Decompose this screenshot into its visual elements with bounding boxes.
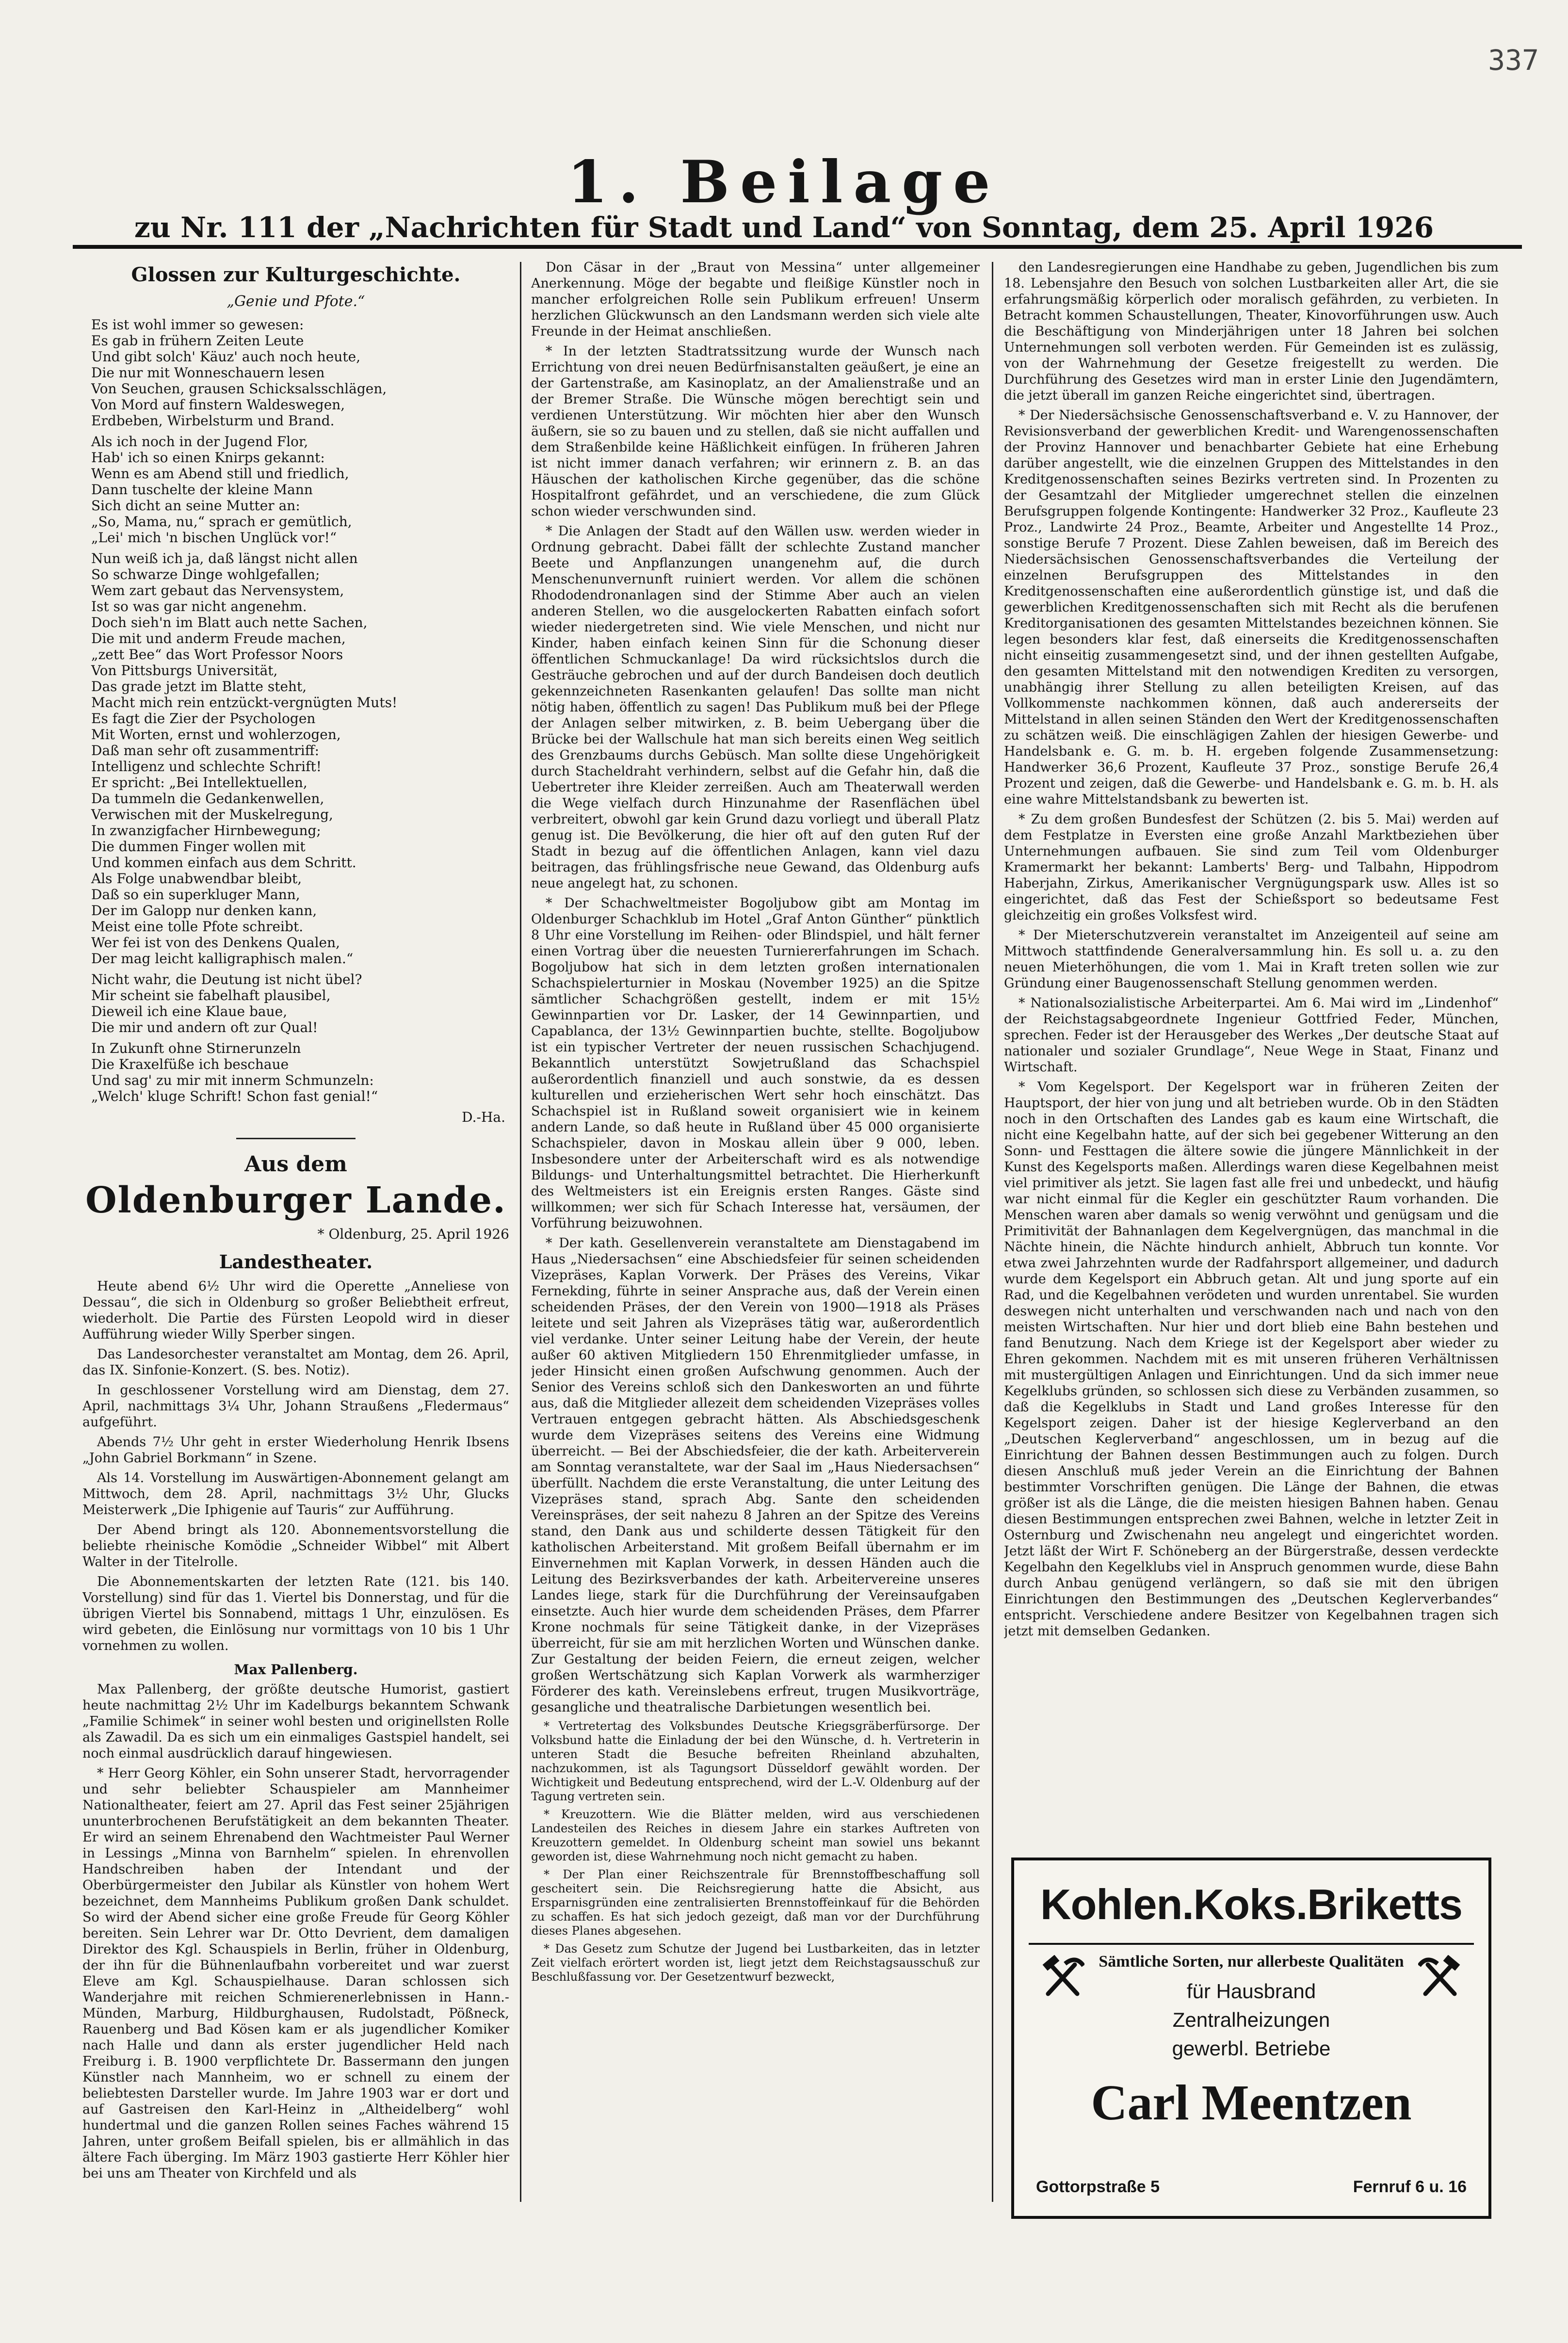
- glossen-heading: Glossen zur Kulturgeschichte.: [131, 263, 461, 286]
- article-paragraph: * Kreuzottern. Wie die Blätter melden, wird aus verschiedenen Landesteilen des Reiches in diesem Jahre ein starkes Auftreten von Kreuzottern gemeldet. In Oldenburg scheint man sowiel uns bekannt geworden ist, diese Wahrnehmung noch nicht gemacht zu haben.: [531, 1808, 980, 1863]
- article-paragraph: * Der Niedersächsische Genossenschaftsverband e. V. zu Hannover, der Revisionsverband der gewerblichen Kredit- und Warengenossenschaften der Provinz Hannover und benachbarter Gebiete hat eine Erhebung darüber angestellt, wie die einzelnen Gruppen des Mittelstandes in den Kreditgenossenschaften seines Bezirks vertreten sind. In Prozenten zu der Gesamtzahl der Mitglieder umgerechnet stellen die einzelnen Berufsgruppen folgende Kontingente: Handwerker 32 Proz., Kaufleute 23 Proz., Landwirte 24 Proz., Beamte, Arbeiter und Angestellte 14 Proz., sonstige Berufe 7 Prozent. Diese Zahlen beweisen, daß im Bereich des Niedersächsischen Genossenschaftsverbandes die Verteilung der einzelnen Berufsgruppen des Mittelstandes in den Kreditgenossenschaften eine außerordentlich günstige ist, und daß die gewerblichen Kreditgenossenschaften sich mit Recht als die berufenen Kreditorganisationen des gesamten Mittelstandes bezeichnen können. Sie legen besonders klar fest, daß einerseits die Kreditgenossenschaften nicht einseitig zusammengesetzt sind, und der ihnen gestellten Aufgabe, den gesamten Mittelstand mit den notwendigen Krediten zu versorgen, unabhängig ihrer Stellung zu allen beteiligten Kreisen, auf das Vollkommenste nachkommen können, daß auch andererseits der Mittelstand in allen seinen Ständen den Wert der Kreditgenossenschaften zu schätzen weiß. Die einschlägigen Zahlen der hiesigen Gewerbe- und Handelsbank e. G. m. b. H. ergeben folgende Zusammensetzung: Handwerker 36,6 Prozent, Kaufleute 37 Proz., sonstige Berufe 26,4 Prozent und zeigen, daß die Gewerbe- und Handelsbank e. G. m. b. H. als eine wahre Mittelstandsbank zu bewerten ist.: [1004, 408, 1499, 807]
- dateline: * Oldenburg, 25. April 1926: [317, 1226, 509, 1242]
- article-paragraph: * Vom Kegelsport. Der Kegelsport war in früheren Zeiten der Hauptsport, der hier von jung und alt betrieben wurde. Ob in den Städten noch in den Ortschaften des Landes gab es kaum eine Wirtschaft, die nicht eine Kegelbahn hatte, auf der sich bei gegebener Witterung an den Sonn- und Festtagen die ältere sowie die jüngere Männlichkeit in der Kunst des Kegelsports maßen. Allerdings waren diese Kegelbahnen meist viel primitiver als jetzt. Sie lagen fast alle frei und unbedeckt, und häufig war nicht einmal für die Kegler ein geschützter Raum vorhanden. Die Menschen waren aber damals so wenig verwöhnt und genügsam und die Primitivität der Bahnanlagen dem Kegelvergnügen, das manchmal in die Nächte hinein, die Nächte hindurch anhielt, Abbruch tun konnte. Vor etwa zwei Jahrzehnten wurde der Radfahrsport allgemeiner, und dadurch wurde dem Kegelsport ein Abbruch getan. Alt und jung sporte auf ein Rad, und die Kegelbahnen verödeten und wurden unrentabel. Sie wurden deswegen nicht unterhalten und verschwanden nach und nach von den meisten Wirtschaften. Nur hier und dort blieb eine Bahn bestehen und fand Benutzung. Nach dem Kriege ist der Kegelsport aber wieder zu Ehren gekommen. Nachdem mit es mit unseren früheren Verhältnissen mit mustergültigen Anlagen und Einrichtungen. Und da sich immer neue Kegelklubs gründen, so schlossen sich diese zu Verbänden zusammen, so daß die Kegelklubs in Stadt und Land großes Interesse für den Kegelsport zeigen. Daher ist der hiesige Keglerverband an den „Deutschen Keglerverband“ angeschlossen, um in bezug auf die Einrichtung der Bahnen dessen Bestimmungen auch zu folgen. Durch diesen Anschluß muß jeder Verein an die Einrichtung der Bahnen bestimmter Vorschriften genügen. Die Länge der Bahnen, die etwas größer ist als die Länge, die die meisten hiesigen Bahnen haben. Genau diesen Bestimmungen entsprechen zwei Bahnen, welche in letzter Zeit in Osternburg und Zwischenahn neu angelegt und eingerichtet worden. Jetzt läßt der Wirt F. Schöneberg an der Bürgerstraße, dessen verdeckte Kegelbahn den Kegelklubs viel in Anspruch genommen wurde, diese Bahn durch Anbau genügend verlängern, so daß sie mit den übrigen Einrichtungen den Bestimmungen des „Deutschen Keglerverbandes“ entspricht. Verschiedene andere Besitzer von Kegelbahnen tragen sich jetzt mit demselben Gedanken.: [1004, 1080, 1499, 1639]
- article-paragraph: Der Abend bringt als 120. Abonnementsvorstellung die beliebte rheinische Komödie „Schneider Wibbel“ mit Albert Walter in der Titelrolle.: [82, 1522, 509, 1569]
- article-paragraph: * Das Gesetz zum Schutze der Jugend bei Lustbarkeiten, das in letzter Zeit vielfach erörtert worden ist, liegt jetzt dem Reichstagsausschuß zur Beschlußfassung vor. Der Gesetzentwurf bezweckt,: [531, 1942, 980, 1984]
- supplement-subtitle: zu Nr. 111 der „Nachrichten für Stadt und Land“ von Sonntag, dem 25. April 1926: [134, 211, 1434, 244]
- ad-use-hausbrand: für Hausbrand: [1186, 1980, 1316, 2003]
- article-paragraph: Die Abonnementskarten der letzten Rate (121. bis 140. Vorstellung) sind für das 1. Viertel bis Donnerstag, und für die übrigen Viertel bis Sonnabend, mittags 1 Uhr, einzulösen. Es wird gebeten, die Einlösung nur vormittags von 10 bis 1 Uhr vornehmen zu wollen.: [82, 1574, 509, 1653]
- article-paragraph: Als 14. Vorstellung im Auswärtigen-Abonnement gelangt am Mittwoch, dem 28. April, nachmittags 3½ Uhr, Glucks Meisterwerk „Die Iphigenie auf Tauris“ zur Aufführung.: [82, 1470, 509, 1518]
- article-paragraph: Don Cäsar in der „Braut von Messina“ unter allgemeiner Anerkennung. Möge der begabte und fleißige Künstler noch in mancher erfolgreichen Rolle sein Publikum erfreuen! Unserm herzlichen Glückwunsch an den Landsmann werden sich viele alte Freunde in der Heimat anschließen.: [531, 260, 980, 339]
- glossen-subheading: „Genie und Pfote.“: [226, 293, 365, 310]
- article-paragraph: * In der letzten Stadtratssitzung wurde der Wunsch nach Errichtung von drei neuen Bedürfnisanstalten geäußert, je eine an der Gartenstraße, am Kasinoplatz, an der Amalienstraße und an der Bremer Straße. Die Wünsche mögen berechtigt sein und verdienen Unterstützung. Wir möchten hier aber den Wunsch äußern, sie so zu bauen und zu stellen, daß sie nicht auffallen und dem Straßenbilde keine Häßlichkeit einfügen. In früheren Jahren ist nicht immer danach verfahren; wir erinnern z. B. an das Häuschen der katholischen Kirche gegenüber, das die schöne Hospitalfront gefährdet, und an verschiedene, die zum Glück schon wieder verschwunden sind.: [531, 344, 980, 519]
- ad-phone: Fernruf 6 u. 16: [1353, 2178, 1467, 2196]
- poem-stanza: In Zukunft ohne Stirnerunzeln Die Kraxelfüße ich beschaue Und sag' zu mir mit innerm Schmunzeln: „Welch' kluge Schrift! Schon fast genial!“: [91, 1040, 378, 1104]
- column-1: [82, 259, 509, 2224]
- article-paragraph: den Landesregierungen eine Handhabe zu geben, Jugendlichen bis zum 18. Lebensjahre den Besuch von solchen Lustbarkeiten aller Art, die sie erfahrungsmäßig körperlich oder moralisch gefährden, zu verbieten. In Betracht kommen Schaustellungen, Theater, Kinovorführungen usw. Auch die Beschäftigung von Minderjährigen unter 18 Jahren bei solchen Unternehmungen soll verboten werden. Für Gemeinden ist es zulässig, von der Wahrnehmung der Gesetze freigestellt zu werden. Die Durchführung des Gesetzes wird man in erster Linie den Jugendämtern, die jetzt überall im ganzen Reiche eingerichtet sind, übertragen.: [1004, 260, 1499, 403]
- ad-merchant-name: Carl Meentzen: [1091, 2075, 1412, 2131]
- pallenberg-heading: Max Pallenberg.: [234, 1662, 358, 1678]
- region-heading-prefix: Aus dem: [244, 1152, 347, 1177]
- article-paragraph: Abends 7½ Uhr geht in erster Wiederholung Henrik Ibsens „John Gabriel Borkmann“ in Szene.: [82, 1435, 509, 1466]
- region-heading: Oldenburger Lande.: [85, 1180, 506, 1221]
- article-paragraph: * Vertretertag des Volksbundes Deutsche Kriegsgräberfürsorge. Der Volksbund hatte die Einladung der bei den Wünsche, d. h. Vertreterin in unteren Stadt die Besuche befreiten Rheinland abzuhalten, nachzukommen, ist als Tagungsort Düsseldorf gewählt worden. Der Wichtigkeit und Bedeutung entsprechend, wird der L.-V. Oldenburg auf der Tagung vertreten sein.: [531, 1719, 980, 1803]
- ad-use-industry: gewerbl. Betriebe: [1172, 2037, 1331, 2060]
- page-number: 337: [1488, 44, 1539, 77]
- column-3: [1004, 259, 1499, 1845]
- section-divider: [236, 1138, 356, 1139]
- ad-qualities: Sämtliche Sorten, nur allerbeste Qualitäten: [1099, 1953, 1404, 1971]
- column-divider: [520, 262, 521, 2202]
- article-paragraph: Das Landesorchester veranstaltet am Montag, dem 26. April, das IX. Sinfonie-Konzert. (S. bes. Notiz).: [82, 1347, 509, 1378]
- ad-use-heating: Zentralheizungen: [1172, 2008, 1330, 2031]
- ad-headline: Kohlen.Koks.Briketts: [1040, 1880, 1462, 1928]
- landestheater-heading: Landestheater.: [219, 1251, 373, 1273]
- ad-rule: [1029, 1943, 1474, 1945]
- column-divider: [992, 262, 993, 2202]
- column-2: [531, 259, 980, 2224]
- article-paragraph: * Der Mieterschutzverein veranstaltet im Anzeigenteil auf seine am Mittwoch stattfindende Generalversammlung hin. Es soll u. a. zu den neuen Mieterhöhungen, die vom 1. Mai in Kraft treten sollen wie zur Gründung einer Baugenossenschaft Stellung genommen werden.: [1004, 928, 1499, 991]
- masthead-rule: [73, 245, 1522, 249]
- ad-address: Gottorpstraße 5: [1036, 2178, 1160, 2196]
- article-paragraph: * Zu dem großen Bundesfest der Schützen (2. bis 5. Mai) werden auf dem Festplatze in Eversten eine große Anzahl Marktbeziehen über Unternehmungen aufbauen. Sie sind zum Teil vom Oldenburger Kramermarkt her bekannt: Lamberts' Berg- und Talbahn, Hippodrom Haberjahn, Zirkus, Amerikanischer Vergnügungspark usw. Alles ist so eingerichtet, daß das Fest der Schießsport so bedeutsame Fest gleichzeitig ein großes Volksfest wird.: [1004, 812, 1499, 923]
- article-paragraph: In geschlossener Vorstellung wird am Dienstag, dem 27. April, nachmittags 3¼ Uhr, Johann Straußens „Fledermaus“ aufgeführt.: [82, 1383, 509, 1430]
- article-paragraph: * Nationalsozialistische Arbeiterpartei. Am 6. Mai wird im „Lindenhof“ der Reichstagsabgeordnete Ingenieur Gottfried Feder, München, sprechen. Feder ist der Herausgeber des Werkes „Der deutsche Staat auf nationaler und sozialer Grundlage“, Neue Wege in Staat, Finanz und Wirtschaft.: [1004, 996, 1499, 1075]
- poem-stanza: Nicht wahr, die Deutung ist nicht übel? Mir scheint sie fabelhaft plausibel, Dieweil ich eine Klaue baue, Die mir und andern oft zur Qual!: [91, 971, 362, 1035]
- article-paragraph: * Die Anlagen der Stadt auf den Wällen usw. werden wieder in Ordnung gebracht. Dabei fällt der schlechte Zustand mancher Beete und Anpflanzungen unangenehm auf, die durch Menschenunvernunft ruiniert werden. Vor allem die schönen Rhododendronanlagen sind der Stimme Aber auch an vielen anderen Stellen, wo die ausgelockerten Rabatten einfach sofort wieder niedergetreten sind. Wie viele Menschen, und nicht nur Kinder, haben einfach keinen Sinn für die Schonung dieser öffentlichen Schmuckanlage! Da wird rücksichtslos durch die Gesträuche gebrochen und auf der durch Bandeisen doch deutlich gekennzeichneten Rasenkanten gelaufen! Das sollte man nicht nötig haben, öffentlich zu sagen! Das Publikum muß bei der Pflege der Anlagen selber mitwirken, z. B. beim Uebergang über die Brücke bei der Wallschule hat man sich bereits einen Weg seitlich des Grenzbaums durchs Gebüsch. Man sollte diese Ungehörigkeit durch Stacheldraht verhindern, selbst auf die Gefahr hin, daß die Uebertreter ihre Kleider zerreißen. Auch am Theaterwall werden die Wege vielfach durch Hinzunahme der Rasenflächen übel verbreitert, obwohl gar kein Grund dazu vorliegt und überall Platz genug ist. Die Bevölkerung, die hier oft auf den guten Ruf der Stadt in bezug auf die öffentlichen Anlagen, kann viel dazu beitragen, das frühlingsfrische neue Gewand, das Oldenburg aufs neue angelegt hat, zu schonen.: [531, 524, 980, 891]
- article-paragraph: Heute abend 6½ Uhr wird die Operette „Anneliese von Dessau“, die sich in Oldenburg so großer Beliebtheit erfreut, wiederholt. Die Partie des Fürsten Leopold wird in dieser Aufführung wieder Willy Sperber singen.: [82, 1279, 509, 1342]
- article-paragraph: Max Pallenberg, der größte deutsche Humorist, gastiert heute nachmittag 2½ Uhr im Kadelburgs bekanntem Schwank „Familie Schimek“ in seiner wohl besten und originellsten Rolle als Zawadil. Da es sich um ein einmaliges Gastspiel handelt, sei noch einmal ausdrücklich darauf hingewiesen.: [82, 1682, 509, 1761]
- poem-stanza: Als ich noch in der Jugend Flor, Hab' ich so einen Knirps gekannt: Wenn es am Abend still und friedlich, Dann tuschelte der kleine Mann Sich dicht an seine Mutter an: „So, Mama, nu,“ sprach er gemütlich, „Lei' mich 'n bischen Unglück vor!“: [91, 434, 352, 546]
- coal-advertisement: [1011, 1858, 1491, 2219]
- poem-signature: D.-Ha.: [462, 1109, 505, 1125]
- article-paragraph: * Der Plan einer Reichszentrale für Brennstoffbeschaffung soll gescheitert sein. Die Reichsregierung hatte die Absicht, aus Ersparnisgründen eine zentralisierten Brennstoffeinkauf für die Behörden zu schaffen. Es hat sich jedoch gezeigt, daß man vor der Durchführung dieses Planes abgesehen.: [531, 1868, 980, 1938]
- article-paragraph: * Herr Georg Köhler, ein Sohn unserer Stadt, hervorragender und sehr beliebter Schauspieler am Mannheimer Nationaltheater, feiert am 27. April das Fest seiner 25jährigen ununterbrochenen Berufstätigkeit an dem bekannten Theater. Er wird an seinem Ehrenabend den Wachtmeister Paul Werner in Lessings „Minna von Barnhelm“ spielen. In ehrenvollen Handschreiben haben der Intendant und der Oberbürgermeister den Jubilar als Künstler von hohem Wert bezeichnet, dem Mannheims Publikum großen Dank schuldet. So wird der Abend sicher eine große Freude für Georg Köhler bereiten. Sein Lehrer war Dr. Otto Devrient, dem damaligen Direktor des Kgl. Schauspiels in Berlin, früher in Oldenburg, der ihn für die Bühnenlaufbahn vorbereitet und war zuerst Eleve am Kgl. Schauspielhause. Daran schlossen sich Wanderjahre mit reichen Schmierenerlebnissen in Hann.-Münden, Marburg, Hildburghausen, Rudolstadt, Pößneck, Rauenberg und Bad Kösen kam er als jugendlicher Komiker nach Halle und dann als erster jugendlicher Held nach Freiburg i. B. 1900 verpflichtete Dr. Bassermann den jungen Künstler nach Mannheim, wo er schnell zu einem der beliebtesten Darsteller wurde. Im Jahre 1903 war er dort und auf Gastreisen den Karl-Heinz in „Altheidelberg“ wohl hundertmal und die ganzen Rollen seines Faches während 15 Jahren, unter großem Beifall spielen, bis er allmählich in das ältere Fach überging. Im März 1903 gastierte Herr Köhler hier bei uns am Theater von Kirchfeld und als: [82, 1766, 509, 2181]
- article-paragraph: * Der kath. Gesellenverein veranstaltete am Dienstagabend im Haus „Niedersachsen“ eine Abschiedsfeier für seinen scheidenden Vizepräses, Kaplan Vorwerk. Der Präses des Vereins, Vikar Fernekding, führte in seiner Ansprache aus, daß der Verein einen scheidenden Präses, der den Verein von 1900—1918 als Präses leitete und seit Jahren als Vizepräses tätig war, außerordentlich viel verdanke. Unter seiner Leitung habe der Verein, der heute außer 60 aktiven Mitgliedern 150 Ehrenmitglieder umfasse, in jeder Hinsicht einen großen Aufschwung genommen. Auch der Senior des Vereins schloß sich den Dankesworten an und führte aus, daß die Mitglieder allezeit dem scheidenden Vizepräses volles Vertrauen entgegen gebracht hätten. Als Abschiedsgeschenk wurde dem Vizepräses seitens des Vereins eine Widmung überreicht. — Bei der Abschiedsfeier, die der kath. Arbeiterverein am Sonntag veranstaltete, war der Saal im „Haus Niedersachsen“ überfüllt. Nachdem die erste Veranstaltung, die unter Leitung des Vizepräses stand, sprach Abg. Sante den scheidenden Vereinspräses, der seit nahezu 8 Jahren an der Spitze des Vereins stand, den Dank aus und schilderte dessen Tätigkeit für den katholischen Arbeiterstand. Mit großem Beifall übernahm er im Einvernehmen mit Kaplan Vorwerk, in dessen Händen auch die Leitung des Bezirksverbandes der kath. Arbeitervereine unseres Landes liege, stark für die Durchführung der Vereinsaufgaben einsetzte. Auch hier wurde dem scheidenden Präses, dem Pfarrer Krone nochmals für seine Tätigkeit danke, in der Vizepräses überreicht, für sie am mit herzlichen Worten und Wünschen danke. Zur Gestaltung der beiden Feiern, die erneut zeigen, welcher großen Wertschätzung sich Kaplan Vorwerk als warmherziger Förderer des kath. Vereinslebens erfreut, trugen Musikvorträge, gesangliche und theatralische Darbietungen wesentlich bei.: [531, 1236, 980, 1715]
- poem-stanza: Es ist wohl immer so gewesen: Es gab in frühern Zeiten Leute Und gibt solch' Käuz' auch noch heute, Die nur mit Wonneschauern lesen Von Seuchen, grausen Schicksalsschlägen, Von Mord auf finstern Waldeswegen, Erdbeben, Wirbelsturm und Brand.: [91, 317, 387, 429]
- poem-stanza: Nun weiß ich ja, daß längst nicht allen So schwarze Dinge wohlgefallen; Wem zart gebaut das Nervensystem, Ist so was gar nicht angenehm. Doch sieh'n im Blatt auch nette Sachen, Die mit und anderm Freude machen, „zett Bee“ das Wort Professor Noors Von Pittsburgs Universität, Das grade jetzt im Blatte steht, Macht mich rein entzückt-vergnügten Muts! Es fagt die Zier der Psychologen Mit Worten, ernst und wohlerzogen, Daß man sehr oft zusammentriff: Intelligenz und schlechte Schrift! Er spricht: „Bei Intellektuellen, Da tummeln die Gedankenwellen, Verwischen mit der Muskelregung, In zwanzigfacher Hirnbewegung; Die dummen Finger wollen mit Und kommen einfach aus dem Schritt. Als Folge unabwendbar bleibt, Daß so ein superkluger Mann, Der im Galopp nur denken kann, Meist eine tolle Pfote schreibt. Wer fei ist von des Denkens Qualen, Der mag leicht kalligraphisch malen.“: [91, 550, 398, 967]
- article-paragraph: * Der Schachweltmeister Bogoljubow gibt am Montag im Oldenburger Schachklub im Hotel „Graf Anton Günther“ pünktlich 8 Uhr eine Vorstellung im Reihen- oder Blindspiel, und hält ferner einen Vortrag über die neuesten Turniererfahrungen im Schach. Bogoljubow hat sich in dem letzten großen internationalen Schachspielerturnier in Moskau (November 1925) an die Spitze sämtlicher Schachgrößen gestellt, indem er mit 15½ Gewinnpartien vor Dr. Lasker, der 14 Gewinnpartien, und Capablanca, der 13½ Gewinnpartien buchte, stellte. Bogoljubow ist ein typischer Vertreter der neuen russischen Schachjugend. Bekanntlich unterstützt Sowjetrußland das Schachspiel außerordentlich finanziell und auch sonstwie, da es dessen kulturellen und erzieherischen Wert sehr hoch einschätzt. Das Schachspiel ist in Rußland soweit organisiert wie in keinem andern Lande, so daß heute in Rußland über 45 000 organisierte Schachspieler, davon in Moskau allein über 9 000, leben. Insbesondere unter der Arbeiterschaft wird es als notwendige Bildungs- und Unterhaltungsmittel betrachtet. Die Hierherkunft des Weltmeisters ist ein Ereignis ersten Ranges. Gäste sind willkommen; wer sich für Schach Interesse hat, versäumen, der Vorführung beizuwohnen.: [531, 896, 980, 1231]
- supplement-title: 1. Beilage: [567, 148, 1001, 216]
